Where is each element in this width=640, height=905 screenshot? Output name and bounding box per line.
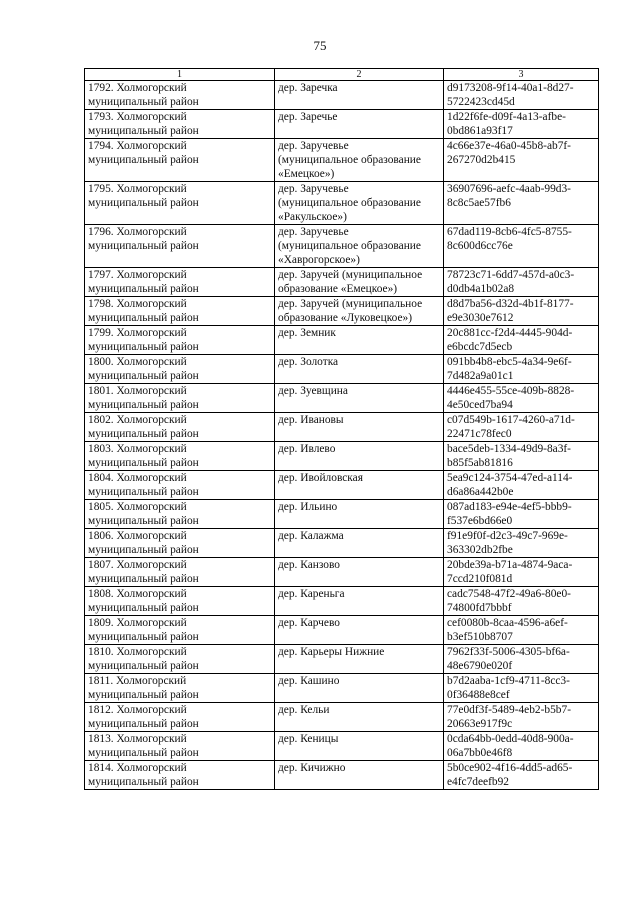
cell-text-line: 20663e917f9c [447,718,513,730]
identifier-cell [444,529,599,558]
cell-text-line: 0cda64bb-0edd-40d8-900a- [447,733,574,745]
table-row [85,81,599,110]
cell-text-line: 1802. Холмогорский [88,414,187,426]
cell-text-line: 36907696-aefc-4aab-99d3- [447,183,571,195]
municipality-cell [85,703,275,732]
municipality-cell [85,110,275,139]
cell-text-line: муниципальный район [88,341,199,353]
cell-text-line: дер. Кашино [278,675,340,687]
cell-text-line: муниципальный район [88,689,199,701]
cell-text-line: 1809. Холмогорский [88,617,187,629]
cell-text-line: b85f5ab81816 [447,457,513,469]
cell-text-line: 74800fd7bbbf [447,602,512,614]
municipality-cell [85,81,275,110]
table-row [85,703,599,732]
cell-text-line: дер. Кеницы [278,733,339,745]
cell-text-line: 1807. Холмогорский [88,559,187,571]
cell-text-line: 1806. Холмогорский [88,530,187,542]
settlement-cell [275,297,444,326]
cell-text-line: 1792. Холмогорский [88,82,187,94]
cell-text-line: e9e3030e7612 [447,312,514,324]
cell-text-line: 1797. Холмогорский [88,269,187,281]
identifier-cell [444,674,599,703]
municipality-cell [85,529,275,558]
cell-text-line: дер. Ильино [278,501,338,513]
municipality-cell [85,471,275,500]
identifier-cell [444,384,599,413]
cell-text-line: (муниципальное образование [278,197,421,209]
cell-text-line: муниципальный район [88,125,199,137]
identifier-cell [444,616,599,645]
table-row [85,326,599,355]
municipality-cell [85,384,275,413]
municipality-cell [85,587,275,616]
cell-text-line: e6bcdc7d5ecb [447,341,513,353]
identifier-cell [444,225,599,268]
cell-text-line: 7d482a9a01c1 [447,370,514,382]
municipality-cell [85,268,275,297]
cell-text-line: 67dad119-8cb6-4fc5-8755- [447,226,572,238]
cell-text-line: муниципальный район [88,312,199,324]
identifier-cell [444,268,599,297]
cell-text-line: муниципальный район [88,486,199,498]
table-row [85,355,599,384]
cell-text-line: «Емецкое») [278,168,335,180]
identifier-cell [444,500,599,529]
cell-text-line: d8d7ba56-d32d-4b1f-8177- [447,298,574,310]
cell-text-line: дер. Калажма [278,530,344,542]
cell-text-line: муниципальный район [88,602,199,614]
cell-text-line: 1793. Холмогорский [88,111,187,123]
settlement-cell [275,587,444,616]
cell-text-line: дер. Карьеры Нижние [278,646,385,658]
cell-text-line: b3ef510b8707 [447,631,513,643]
cell-text-line: d9173208-9f14-40a1-8d27- [447,82,574,94]
identifier-cell [444,297,599,326]
cell-text-line: дер. Ивойловская [278,472,363,484]
municipality-cell [85,645,275,674]
municipality-cell [85,297,275,326]
header-col-1: 1 [85,69,275,81]
identifier-cell [444,355,599,384]
cell-text-line: муниципальный район [88,197,199,209]
cell-text-line: дер. Заручей (муниципальное [278,269,423,281]
cell-text-line: «Хаврогорское») [278,254,360,266]
cell-text-line: дер. Кареньга [278,588,345,600]
cell-text-line: образование «Луковецкое») [278,312,413,324]
settlement-cell [275,326,444,355]
municipality-cell [85,732,275,761]
table-row [85,139,599,182]
identifier-cell [444,587,599,616]
municipality-cell [85,182,275,225]
settlement-cell [275,529,444,558]
table-row [85,558,599,587]
settlement-cell [275,81,444,110]
cell-text-line: 8c8c5ae57fb6 [447,197,511,209]
municipality-cell [85,442,275,471]
cell-text-line: 267270d2b415 [447,154,516,166]
settlement-cell [275,413,444,442]
cell-text-line: муниципальный район [88,660,199,672]
cell-text-line: cef0080b-8caa-4596-a6ef- [447,617,568,629]
cell-text-line: 06a7bb0e46f8 [447,747,513,759]
settlement-cell [275,616,444,645]
identifier-cell [444,703,599,732]
cell-text-line: 22471c78fec0 [447,428,512,440]
cell-text-line: дер. Кельи [278,704,330,716]
cell-text-line: 5ea9c124-3754-47ed-a114- [447,472,573,484]
cell-text-line: муниципальный район [88,573,199,585]
settlement-cell [275,558,444,587]
cell-text-line: c07d549b-1617-4260-a71d- [447,414,575,426]
cell-text-line: дер. Ивлево [278,443,336,455]
table-row [85,732,599,761]
cell-text-line: b7d2aaba-1cf9-4711-8cc3- [447,675,570,687]
cell-text-line: муниципальный район [88,283,199,295]
table-row [85,500,599,529]
cell-text-line: 1803. Холмогорский [88,443,187,455]
cell-text-line: 1798. Холмогорский [88,298,187,310]
cell-text-line: e4fc7deefb92 [447,776,509,788]
identifier-cell [444,761,599,790]
settlement-cell [275,355,444,384]
cell-text-line: муниципальный район [88,428,199,440]
table-row [85,616,599,645]
cell-text-line: дер. Заручевье [278,140,349,152]
settlement-cell [275,471,444,500]
cell-text-line: «Ракульское») [278,211,347,223]
cell-text-line: 1800. Холмогорский [88,356,187,368]
table-row [85,182,599,225]
cell-text-line: дер. Канзово [278,559,340,571]
header-row [85,69,599,81]
cell-text-line: f537e6bd66e0 [447,515,513,527]
municipality-cell [85,139,275,182]
cell-text-line: муниципальный район [88,747,199,759]
identifier-cell [444,732,599,761]
cell-text-line: 091bb4b8-ebc5-4a34-9e6f- [447,356,572,368]
municipality-cell [85,616,275,645]
cell-text-line: 4c66e37e-46a0-45b8-ab7f- [447,140,571,152]
cell-text-line: 0bd861a93f17 [447,125,513,137]
cell-text-line: 363302db2fbe [447,544,513,556]
municipality-cell [85,225,275,268]
table-row [85,471,599,500]
settlement-cell [275,442,444,471]
cell-text-line: 1805. Холмогорский [88,501,187,513]
municipality-cell [85,326,275,355]
table-row [85,384,599,413]
page-number: 75 [313,38,327,53]
settlement-cell [275,732,444,761]
table-body [85,81,599,790]
cell-text-line: муниципальный район [88,457,199,469]
cell-text-line: 8c600d6cc76e [447,240,513,252]
identifier-cell [444,139,599,182]
cell-text-line: 1814. Холмогорский [88,762,187,774]
cell-text-line: дер. Заречка [278,82,338,94]
settlement-cell [275,384,444,413]
registry-table [84,68,599,790]
cell-text-line: (муниципальное образование [278,240,421,252]
cell-text-line: муниципальный район [88,718,199,730]
table-row [85,268,599,297]
settlement-cell [275,225,444,268]
cell-text-line: 1796. Холмогорский [88,226,187,238]
settlement-cell [275,500,444,529]
cell-text-line: 087ad183-e94e-4ef5-bbb9- [447,501,572,513]
cell-text-line: 0f36488e8cef [447,689,510,701]
table-row [85,529,599,558]
identifier-cell [444,182,599,225]
cell-text-line: образование «Емецкое») [278,283,398,295]
table-row [85,413,599,442]
cell-text-line: муниципальный район [88,96,199,108]
cell-text-line: 1795. Холмогорский [88,183,187,195]
municipality-cell [85,500,275,529]
cell-text-line: дер. Заручей (муниципальное [278,298,423,310]
cell-text-line: муниципальный район [88,154,199,166]
identifier-cell [444,442,599,471]
identifier-cell [444,110,599,139]
settlement-cell [275,703,444,732]
cell-text-line: 5b0ce902-4f16-4dd5-ad65- [447,762,573,774]
cell-text-line: 48e6790e020f [447,660,513,672]
settlement-cell [275,761,444,790]
cell-text-line: 20c881cc-f2d4-4445-904d- [447,327,573,339]
cell-text-line: 77e0df3f-5489-4eb2-b5b7- [447,704,571,716]
settlement-cell [275,110,444,139]
table-row [85,761,599,790]
table-row [85,225,599,268]
table-row [85,587,599,616]
cell-text-line: (муниципальное образование [278,154,421,166]
settlement-cell [275,182,444,225]
cell-text-line: муниципальный район [88,776,199,788]
cell-text-line: 1813. Холмогорский [88,733,187,745]
cell-text-line: 1801. Холмогорский [88,385,187,397]
cell-text-line: муниципальный район [88,544,199,556]
cell-text-line: 1794. Холмогорский [88,140,187,152]
identifier-cell [444,645,599,674]
cell-text-line: дер. Заручевье [278,226,349,238]
cell-text-line: d6a86a442b0e [447,486,514,498]
municipality-cell [85,413,275,442]
cell-text-line: муниципальный район [88,370,199,382]
cell-text-line: дер. Земник [278,327,336,339]
table-row [85,442,599,471]
cell-text-line: d0db4a1b02a8 [447,283,515,295]
cell-text-line: 1808. Холмогорский [88,588,187,600]
cell-text-line: дер. Золотка [278,356,339,368]
identifier-cell [444,326,599,355]
table-row [85,674,599,703]
municipality-cell [85,558,275,587]
identifier-cell [444,471,599,500]
cell-text-line: 1812. Холмогорский [88,704,187,716]
cell-text-line: муниципальный район [88,240,199,252]
cell-text-line: 4446e455-55ce-409b-8828- [447,385,575,397]
table-row [85,645,599,674]
cell-text-line: дер. Заречье [278,111,338,123]
settlement-cell [275,268,444,297]
cell-text-line: cadc7548-47f2-49a6-80e0- [447,588,571,600]
settlement-cell [275,645,444,674]
cell-text-line: дер. Зуевщина [278,385,348,397]
cell-text-line: 1810. Холмогорский [88,646,187,658]
cell-text-line: дер. Кичижно [278,762,346,774]
header-col-3: 3 [444,69,599,81]
table-row [85,110,599,139]
cell-text-line: 20bde39a-b71a-4874-9aca- [447,559,573,571]
cell-text-line: 1799. Холмогорский [88,327,187,339]
cell-text-line: bace5deb-1334-49d9-8a3f- [447,443,571,455]
cell-text-line: 78723c71-6dd7-457d-a0c3- [447,269,575,281]
cell-text-line: дер. Карчево [278,617,340,629]
cell-text-line: муниципальный район [88,515,199,527]
identifier-cell [444,81,599,110]
cell-text-line: муниципальный район [88,399,199,411]
cell-text-line: дер. Заручевье [278,183,349,195]
cell-text-line: 7ccd210f081d [447,573,513,585]
cell-text-line: 1811. Холмогорский [88,675,187,687]
cell-text-line: муниципальный район [88,631,199,643]
municipality-cell [85,355,275,384]
settlement-cell [275,674,444,703]
municipality-cell [85,674,275,703]
cell-text-line: 1804. Холмогорский [88,472,187,484]
cell-text-line: 7962f33f-5006-4305-bf6a- [447,646,570,658]
cell-text-line: дер. Ивановы [278,414,344,426]
identifier-cell [444,558,599,587]
municipality-cell [85,761,275,790]
cell-text-line: 4e50ced7ba94 [447,399,513,411]
cell-text-line: f91e9f0f-d2c3-49c7-969e- [447,530,568,542]
table-header [85,69,599,81]
identifier-cell [444,413,599,442]
cell-text-line: 5722423cd45d [447,96,515,108]
cell-text-line: 1d22f6fe-d09f-4a13-afbe- [447,111,566,123]
header-col-2: 2 [275,69,444,81]
table-row [85,297,599,326]
settlement-cell [275,139,444,182]
